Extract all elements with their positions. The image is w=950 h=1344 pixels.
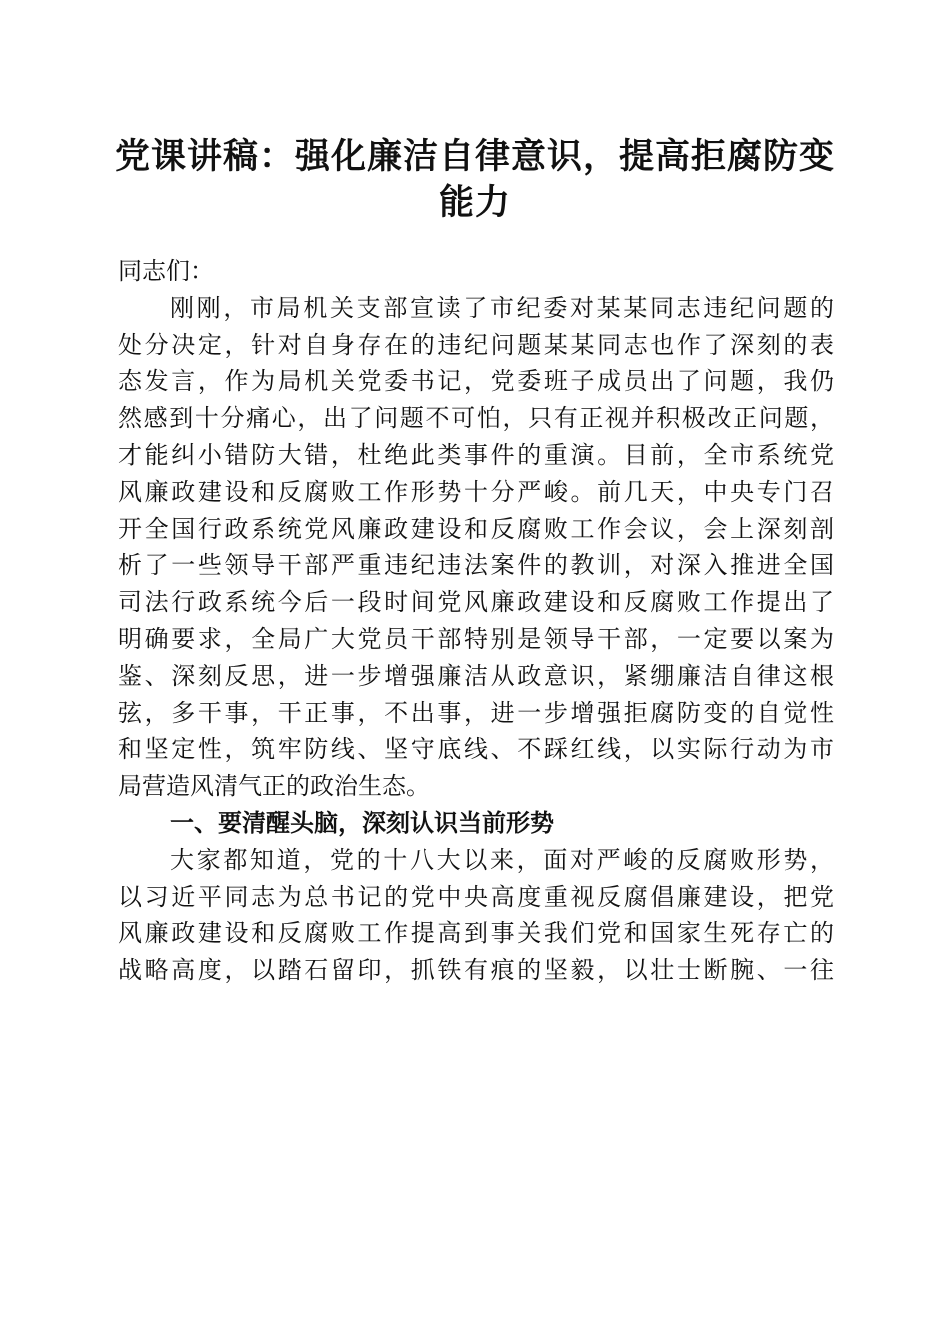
- title-line-1: 党课讲稿：强化廉洁自律意识，提高拒腐防变: [114, 136, 835, 177]
- paragraph-line: 然感到十分痛心，出了问题不可怕，只有正视并积极改正问题，: [118, 404, 834, 433]
- paragraph-line: 和坚定性，筑牢防线、坚守底线、不踩红线，以实际行动为市: [118, 735, 834, 764]
- paragraph-line: 以习近平同志为总书记的党中央高度重视反腐倡廉建设，把党: [118, 882, 834, 911]
- paragraph-line: 大家都知道，党的十八大以来，面对严峻的反腐败形势，: [170, 845, 834, 874]
- paragraph-line: 战略高度，以踏石留印，抓铁有痕的坚毅，以壮士断腕、一往: [118, 956, 834, 985]
- paragraph-1: [118, 290, 834, 805]
- paragraph-2: [118, 842, 834, 989]
- paragraph-line: 明确要求，全局广大党员干部特别是领导干部，一定要以案为: [118, 624, 834, 653]
- section-heading: 一、要清醒头脑，深刻认识当前形势: [170, 808, 554, 837]
- paragraph-line: 析了一些领导干部严重违纪违法案件的教训，对深入推进全国: [118, 551, 834, 580]
- document-title: [110, 134, 840, 226]
- paragraph-line: 司法行政系统今后一段时间党风廉政建设和反腐败工作提出了: [118, 588, 834, 617]
- paragraph-line: 开全国行政系统党风廉政建设和反腐败工作会议，会上深刻剖: [118, 514, 834, 543]
- paragraph-line: 风廉政建设和反腐败工作提高到事关我们党和国家生死存亡的: [118, 919, 834, 948]
- paragraph-line: 刚刚，市局机关支部宣读了市纪委对某某同志违纪问题的: [170, 293, 834, 322]
- paragraph-line: 弦，多干事，干正事，不出事，进一步增强拒腐防变的自觉性: [118, 698, 834, 727]
- paragraph-line: 才能纠小错防大错，杜绝此类事件的重演。目前，全市系统党: [118, 440, 834, 469]
- paragraph-line: 风廉政建设和反腐败工作形势十分严峻。前几天，中央专门召: [118, 477, 834, 506]
- paragraph-line: 局营造风清气正的政治生态。: [118, 772, 430, 801]
- document-body: [118, 253, 834, 989]
- title-line-2: 能力: [438, 182, 511, 223]
- paragraph-line: 态发言，作为局机关党委书记，党委班子成员出了问题，我仍: [118, 367, 834, 396]
- paragraph-line: 处分决定，针对自身存在的违纪问题某某同志也作了深刻的表: [118, 330, 834, 359]
- paragraph-line: 鉴、深刻反思，进一步增强廉洁从政意识，紧绷廉洁自律这根: [118, 661, 834, 690]
- salutation: 同志们：: [118, 257, 214, 285]
